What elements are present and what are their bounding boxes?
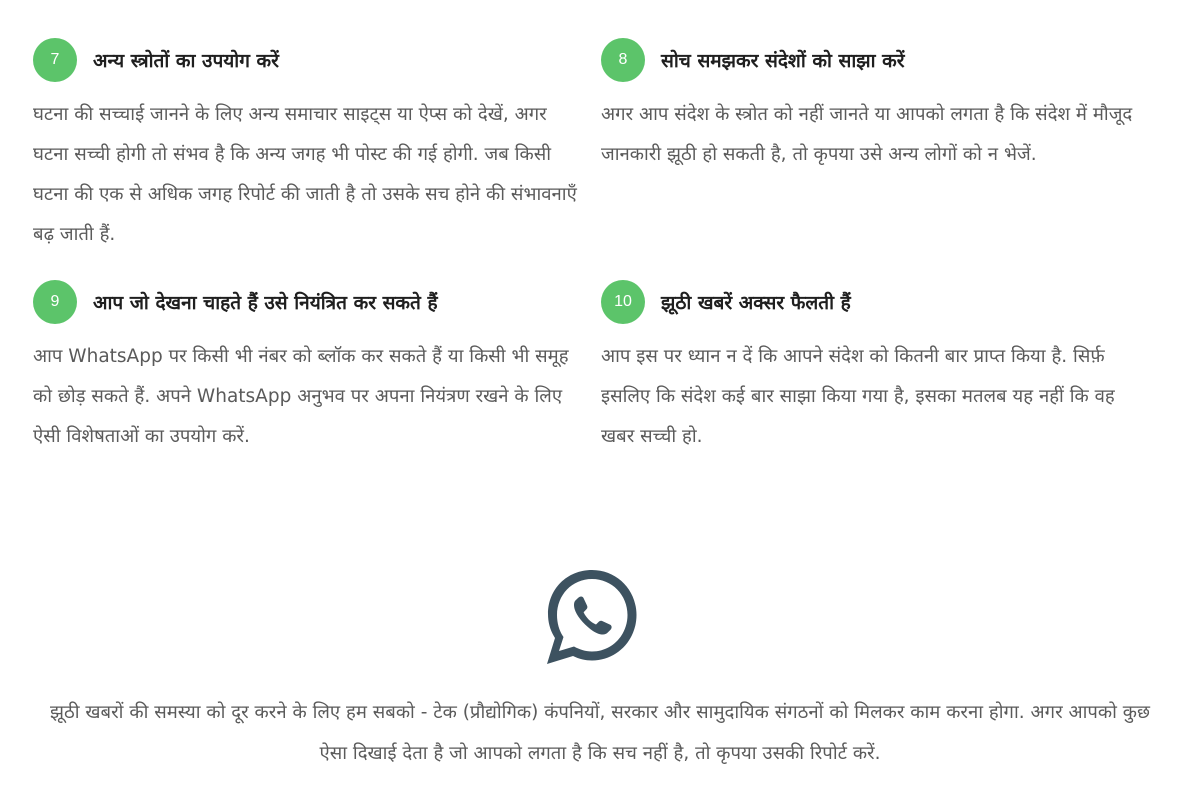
tip-body: अगर आप संदेश के स्त्रोत को नहीं जानते या आपको लगता है कि संदेश में मौजूद जानकारी झूठी हो सकती है, तो कृपया उसे अन्य लोगों को न भेजें.	[601, 104, 1133, 165]
tip-body: घटना की सच्चाई जानने के लिए अन्य समाचार साइट्स या ऐप्स को देखें, अगर घटना सच्ची होगी तो संभव है कि अन्य जगह भी पोस्ट की गई होगी. जब किसी घटना की एक से अधिक जगह रिपोर्ट की जाती है तो उसके सच होने की संभावनाएँ बढ़ जाती हैं.	[33, 104, 577, 245]
tip-card-10	[601, 280, 1146, 457]
number-badge: 10	[601, 280, 645, 324]
tip-card-7	[33, 38, 578, 255]
tip-title: आप जो देखना चाहते हैं उसे नियंत्रित कर सकते हैं	[93, 292, 438, 314]
tip-card-8	[601, 38, 1146, 175]
tip-title: झूठी खबरें अक्सर फैलती हैं	[661, 292, 851, 314]
tip-header	[601, 280, 1146, 324]
tip-card-9	[33, 280, 578, 457]
tip-title: अन्य स्त्रोतों का उपयोग करें	[93, 50, 279, 72]
tip-body: आप इस पर ध्यान न दें कि आपने संदेश को कितनी बार प्राप्त किया है. सिर्फ़ इसलिए कि संदेश कई बार साझा किया गया है, इसका मतलब यह नहीं कि वह खबर सच्ची हो.	[601, 346, 1115, 447]
tip-header	[601, 38, 1146, 82]
footer-statement: झूठी खबरों की समस्या को दूर करने के लिए हम सबको - टेक (प्रौद्योगिक) कंपनियों, सरकार और सामुदायिक संगठनों को मिलकर काम करना होगा. अगर आपको कुछ ऐसा दिखाई देता है जो आपको लगता है कि सच नहीं है, तो कृपया उसकी रिपोर्ट करें.	[50, 702, 1150, 764]
number-badge: 9	[33, 280, 77, 324]
tip-title: सोच समझकर संदेशों को साझा करें	[661, 50, 905, 72]
number-badge: 8	[601, 38, 645, 82]
tip-header	[33, 38, 578, 82]
tip-header	[33, 280, 578, 324]
number-badge: 7	[33, 38, 77, 82]
whatsapp-icon	[543, 567, 641, 667]
tip-body: आप WhatsApp पर किसी भी नंबर को ब्लॉक कर सकते हैं या किसी भी समूह को छोड़ सकते हैं. अपने WhatsApp अनुभव पर अपना नियंत्रण रखने के लिए ऐसी विशेषताओं का उपयोग करें.	[33, 346, 569, 447]
